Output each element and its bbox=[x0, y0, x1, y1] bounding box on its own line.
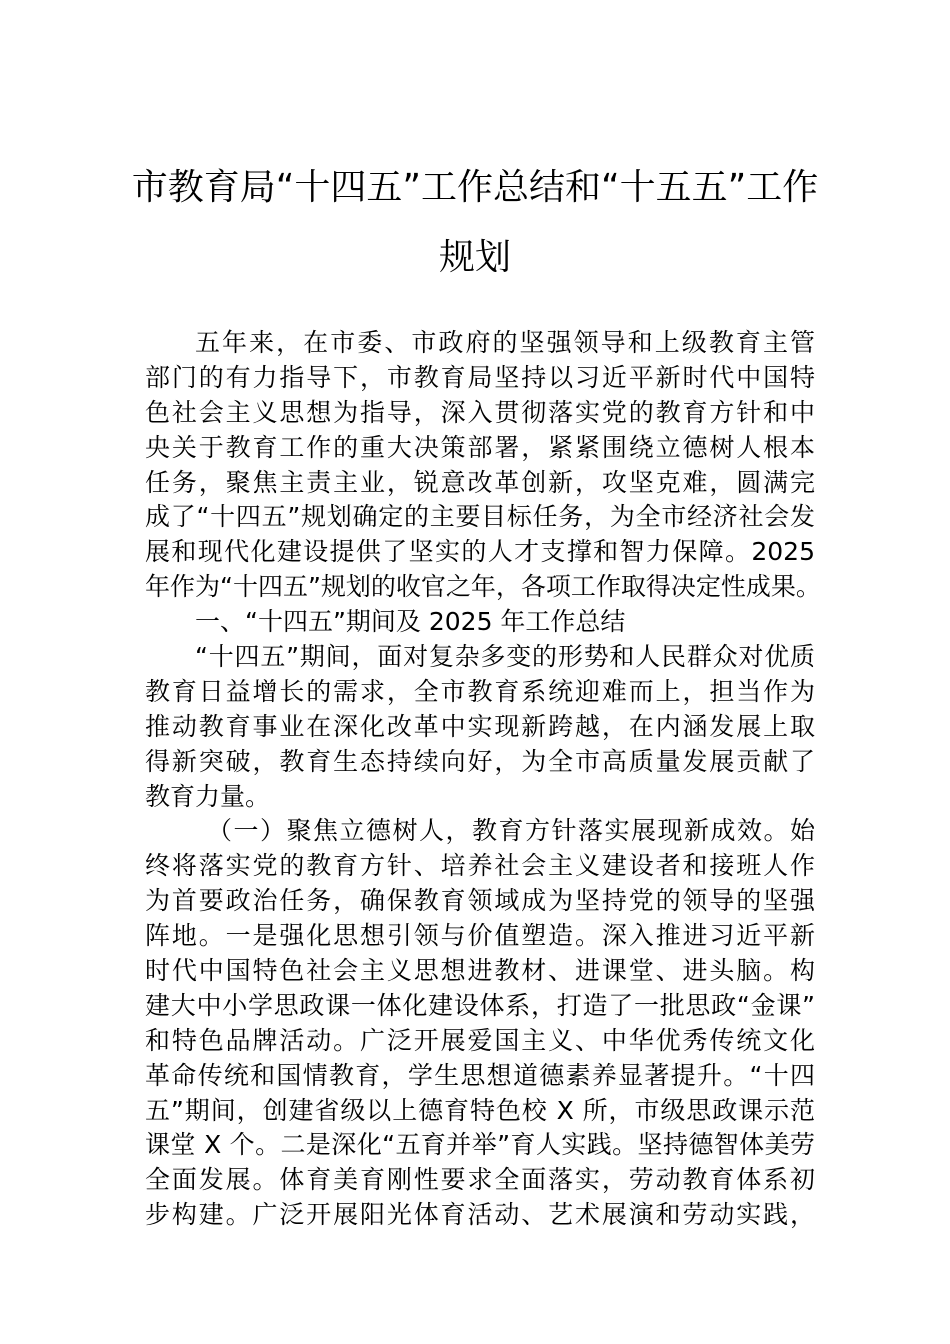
text-line: 五”期间，创建省级以上德育特色校 X 所，市级思政课示范 bbox=[145, 1095, 815, 1125]
paragraph-subsection-1 bbox=[145, 814, 815, 1233]
text-line: 展和现代化建设提供了坚实的人才支撑和智力保障。2025 bbox=[145, 537, 815, 567]
text-line: 得新突破，教育生态持续向好，为全市高质量发展贡献了 bbox=[145, 746, 815, 776]
text-line: 建大中小学思政课一体化建设体系，打造了一批思政“金课” bbox=[145, 990, 815, 1020]
paragraph-intro bbox=[145, 326, 821, 605]
text-line: 成了“十四五”规划确定的主要目标任务，为全市经济社会发 bbox=[145, 502, 815, 532]
text-line: 央关于教育工作的重大决策部署，紧紧围绕立德树人根本 bbox=[145, 432, 815, 462]
text-line: “十四五”期间，面对复杂多变的形势和人民群众对优质 bbox=[195, 642, 815, 672]
document-title-line-1: 市教育局“十四五”工作总结和“十五五”工作 bbox=[131, 167, 819, 208]
text-line: 终将落实党的教育方针、培养社会主义建设者和接班人作 bbox=[145, 851, 815, 881]
text-line: 和特色品牌活动。广泛开展爱国主义、中华优秀传统文化 bbox=[145, 1025, 815, 1055]
text-line: 步构建。广泛开展阳光体育活动、艺术展演和劳动实践， bbox=[145, 1200, 815, 1230]
text-line: 教育日益增长的需求，全市教育系统迎难而上，担当作为 bbox=[145, 676, 815, 706]
text-line: 教育力量。 bbox=[145, 781, 271, 811]
paragraph-overview bbox=[145, 640, 815, 814]
text-line: 课堂 X 个。二是深化“五育并举”育人实践。坚持德智体美劳 bbox=[145, 1130, 815, 1160]
document-body bbox=[145, 326, 821, 1233]
text-line: 阵地。一是强化思想引领与价值塑造。深入推进习近平新 bbox=[145, 921, 815, 951]
text-line: 色社会主义思想为指导，深入贯彻落实党的教育方针和中 bbox=[145, 397, 815, 427]
text-line: 时代中国特色社会主义思想进教材、进课堂、进头脑。构 bbox=[145, 956, 815, 986]
document-title-line-2: 规划 bbox=[438, 237, 511, 278]
section-heading bbox=[145, 605, 815, 640]
text-line: 全面发展。体育美育刚性要求全面落实，劳动教育体系初 bbox=[145, 1165, 815, 1195]
text-line: 五年来，在市委、市政府的坚强领导和上级教育主管 bbox=[195, 328, 815, 357]
text-line: 推动教育事业在深化改革中实现新跨越，在内涵发展上取 bbox=[145, 711, 815, 741]
subsection-heading-line: （一）聚焦立德树人，教育方针落实展现新成效。始 bbox=[207, 816, 815, 846]
text-line: 任务，聚焦主责主业，锐意改革创新，攻坚克难，圆满完 bbox=[145, 467, 815, 497]
text-line: 为首要政治任务，确保教育领域成为坚持党的领导的坚强 bbox=[145, 886, 815, 916]
section-heading-text: 一、“十四五”期间及 2025 年工作总结 bbox=[195, 607, 626, 637]
text-line: 部门的有力指导下，市教育局坚持以习近平新时代中国特 bbox=[145, 362, 815, 392]
text-line: 革命传统和国情教育，学生思想道德素养显著提升。“十四 bbox=[145, 1060, 815, 1090]
text-line: 年作为“十四五”规划的收官之年，各项工作取得决定性成果。 bbox=[145, 572, 821, 602]
